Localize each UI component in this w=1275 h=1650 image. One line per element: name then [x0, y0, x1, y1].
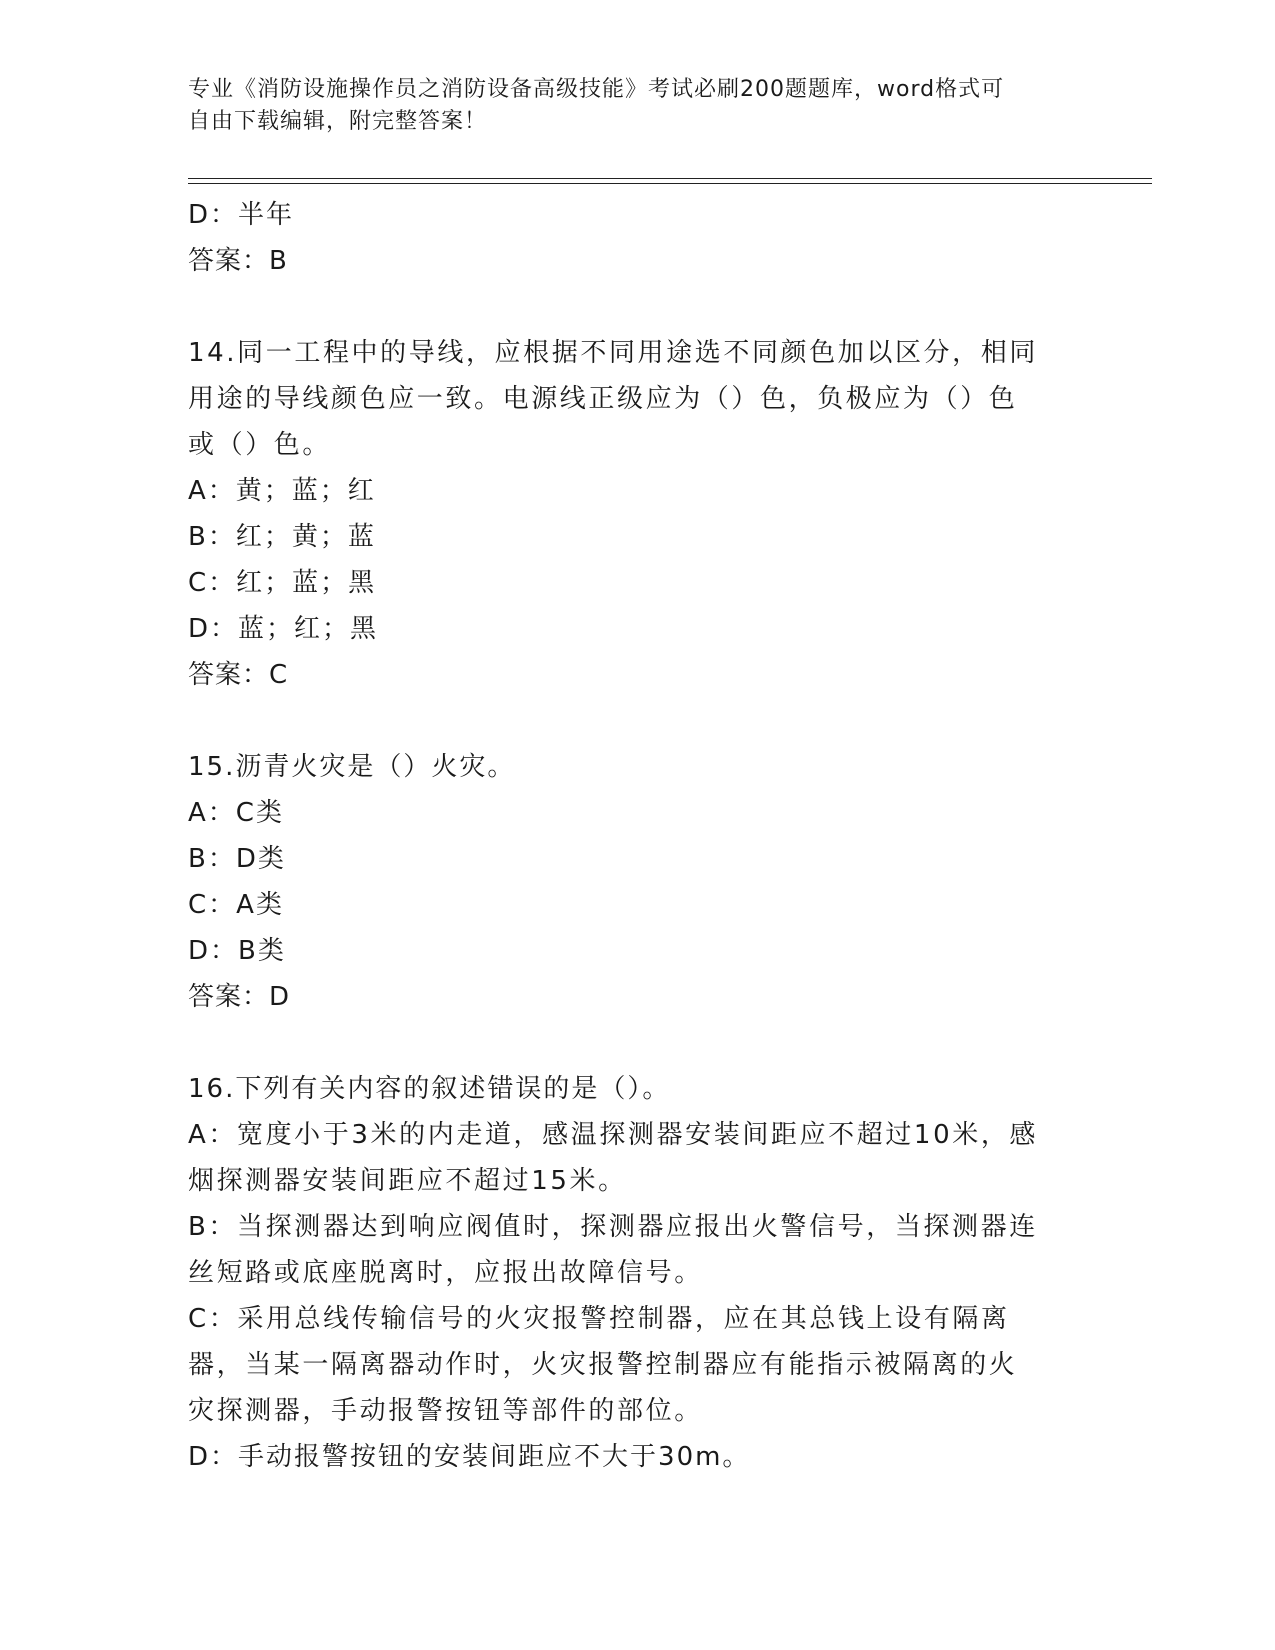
header-divider-top [188, 178, 1152, 179]
question-15-stem: 15.沥青火灾是（）火灾。 [188, 752, 516, 782]
prev-answer: 答案：B [188, 246, 288, 276]
header-line-2: 自由下载编辑，附完整答案！ [188, 109, 488, 134]
spacer [188, 284, 1088, 330]
question-14-option-a: A：黄；蓝；红 [188, 476, 376, 506]
question-15-answer: 答案：D [188, 982, 291, 1012]
question-16 [188, 1066, 1088, 1480]
prev-option-d: D：半年 [188, 200, 295, 230]
question-16-option-a: A：宽度小于3米的内走道，感温探测器安装间距应不超过10米，感烟探测器安装间距应不超过15米。 [188, 1120, 1039, 1196]
spacer [188, 1020, 1088, 1066]
question-16-option-d: D：手动报警按钮的安装间距应不大于30m。 [188, 1442, 751, 1472]
question-16-stem: 16.下列有关内容的叙述错误的是（）。 [188, 1074, 671, 1104]
question-15 [188, 744, 1088, 1020]
question-14-option-b: B：红；黄；蓝 [188, 522, 376, 552]
spacer [188, 698, 1088, 744]
question-14-answer: 答案：C [188, 660, 289, 690]
question-content [188, 192, 1088, 1480]
question-16-option-c: C：采用总线传输信号的火灾报警控制器，应在其总钱上设有隔离器，当某一隔离器动作时，火灾报警控制器应有能指示被隔离的火灾探测器，手动报警按钮等部件的部位。 [188, 1304, 1018, 1426]
question-15-option-c: C：A类 [188, 890, 284, 920]
header-line-1: 专业《消防设施操作员之消防设备高级技能》考试必刷200题题库，word格式可 [188, 77, 1005, 102]
document-header [188, 74, 1088, 138]
header-divider-bottom [188, 183, 1152, 184]
question-14 [188, 330, 1088, 698]
question-15-option-a: A：C类 [188, 798, 284, 828]
question-16-option-b: B：当探测器达到响应阀值时，探测器应报出火警信号，当探测器连丝短路或底座脱离时，应报出故障信号。 [188, 1212, 1038, 1288]
question-14-stem: 14.同一工程中的导线，应根据不同用途选不同颜色加以区分，相同用途的导线颜色应一致。电源线正级应为（）色，负极应为（）色或（）色。 [188, 338, 1038, 460]
question-14-option-d: D：蓝；红；黑 [188, 614, 379, 644]
question-15-option-d: D：B类 [188, 936, 286, 966]
question-15-option-b: B：D类 [188, 844, 286, 874]
question-14-option-c: C：红；蓝；黑 [188, 568, 377, 598]
